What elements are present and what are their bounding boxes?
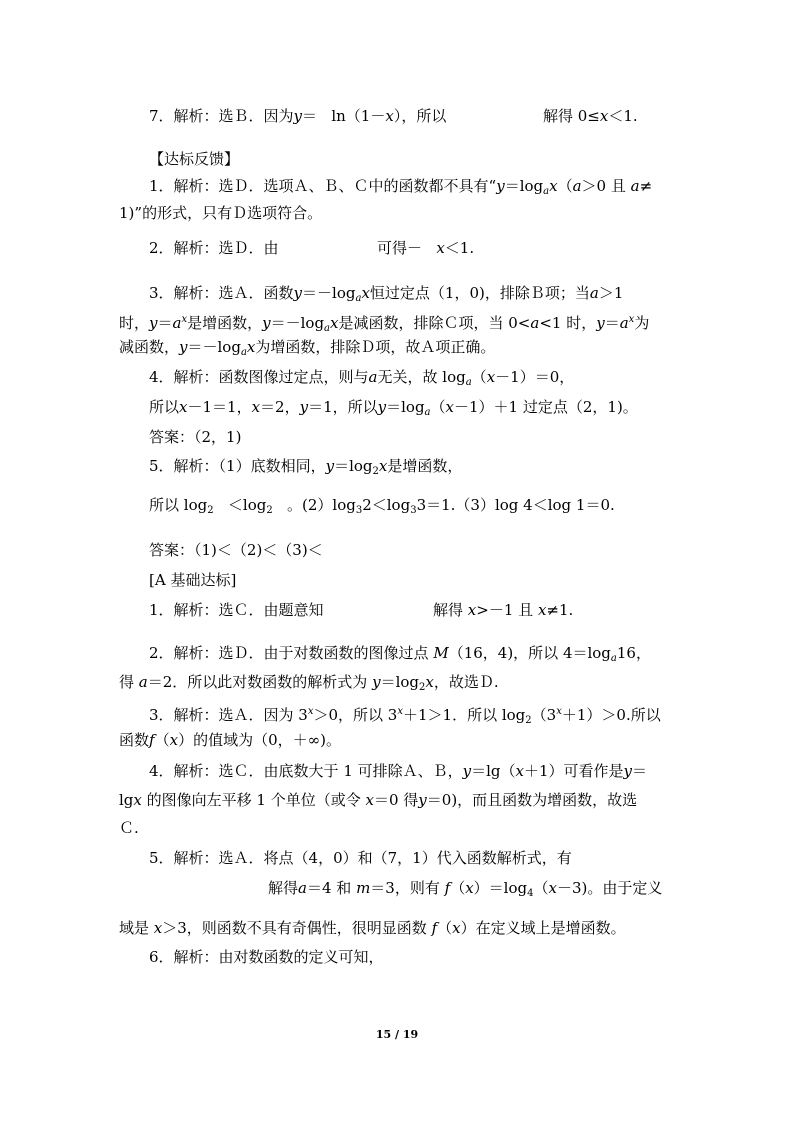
a4-line1: 4．解析：选Ｃ．由底数大于 1 可排除Ａ、Ｂ，y＝lg（x＋1）可看作是y＝ <box>149 762 648 780</box>
a1-line-b: 解得 x>－1 且 x≠1. <box>433 601 574 619</box>
a3-line1: 3．解析：选Ａ．因为 $3^x>0$，所以 $3^x+1>1$．所以 $\log_2(3^x+1)>0$.所以 <box>149 706 661 726</box>
fb3-line3: 减函数，$y=-\log_ax$为增函数，排除Ｄ项，故Ａ项正确。 <box>119 338 496 358</box>
a1-line-a: 1．解析：选Ｃ．由题意知 <box>149 601 324 619</box>
a5-line2: 解得a＝4 和 m＝3，则有 $f(x)=\log_4(x-3)$。由于定义 <box>268 879 663 899</box>
a6-line: 6．解析：由对数函数的定义可知， <box>149 948 384 966</box>
fb2-line-a: 2．解析：选Ｄ．由 <box>149 239 279 257</box>
fb3-line1: 3．解析：选Ａ．函数$y=-\log_ax$恒过定点（1，0)，排除Ｂ项；当a＞1 <box>149 284 624 304</box>
a3-line2: 函数f（x）的值域为（0，＋∞)。 <box>119 731 341 749</box>
fb5-line2: 所以 $\log_2$ $<\log_2$ 。$(2)\log_32<\log_33=1.(3)\log$ 4＜log 1＝0. <box>149 496 615 516</box>
fb2-line-b: 可得－ x＜1. <box>377 239 475 257</box>
fb1-line1: 1．解析：选Ｄ．选项Ａ、Ｂ、Ｃ中的函数都不具有“$y=\log_ax(a>0$ 且 a≠ <box>149 177 653 197</box>
q7-line: 7．解析：选Ｂ．因为y＝ ln（1－x），所以 <box>149 107 447 125</box>
a4-line3: Ｃ. <box>119 819 139 837</box>
feedback-heading: 【达标反馈】 <box>149 150 240 168</box>
fb3-line2: 时，$y=a^x$是增函数，$y=-\log_ax$是减函数，排除Ｃ项，当 0<a<1 时，$y=a^x$为 <box>119 314 650 334</box>
fb4-line2: 所以x－1＝1，x＝2，y＝1，所以$y=\log_a(x-1)+1$ 过定点（2，1)。 <box>149 398 638 418</box>
section-a-heading: [A 基础达标] <box>149 571 237 589</box>
a2-line2: 得 a＝2．所以此对数函数的解析式为 $y=\log_2x$，故选Ｄ. <box>119 673 499 693</box>
fb5-line1: 5．解析：（1）底数相同，$y=\log_2x$是增函数， <box>149 457 463 477</box>
a4-line2: lgx 的图像向左平移 1 个单位（或令 x＝0 得y＝0)，而且函数为增函数，故选 <box>119 791 638 809</box>
a5-line3: 域是 x＞3，则函数不具有奇偶性，很明显函数 f（x）在定义域上是增函数。 <box>119 919 626 937</box>
page-number: 15 / 19 <box>375 1028 419 1041</box>
fb4-line1: 4．解析：函数图像过定点，则与a无关，故 $\log_a(x-1)=0$， <box>149 368 575 388</box>
fb1-line2: 1)”的形式，只有Ｄ选项符合。 <box>119 204 323 222</box>
a5-line1: 5．解析：选Ａ．将点（4，0）和（7，1）代入函数解析式，有 <box>149 849 572 867</box>
q7-solve: 解得 0≤x＜1. <box>543 107 638 125</box>
fb5-answer: 答案：（1)＜（2)＜（3)＜ <box>149 541 323 559</box>
fb4-answer: 答案：（2，1) <box>149 428 242 446</box>
a2-line1: 2．解析：选Ｄ．由于对数函数的图像过点 M（16，4)，所以 $4=\log_a16$， <box>149 644 651 664</box>
